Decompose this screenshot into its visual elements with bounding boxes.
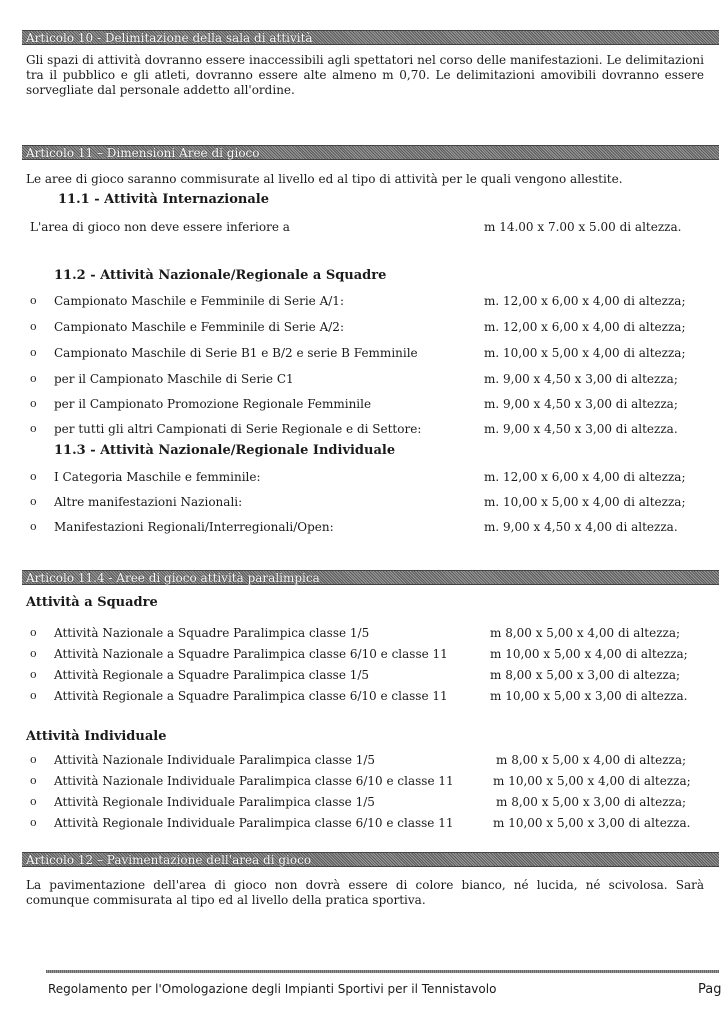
list-item: [0, 396, 719, 412]
bullet-icon: o: [30, 346, 37, 359]
row-label: L'area di gioco non deve essere inferiore a: [30, 220, 290, 234]
row-label: Campionato Maschile e Femminile di Serie A/2:: [54, 320, 344, 334]
list-item: [0, 494, 719, 510]
row-dimensions: m. 12,00 x 6,00 x 4,00 di altezza;: [484, 320, 686, 334]
bullet-icon: o: [30, 689, 37, 702]
bullet-icon: o: [30, 795, 37, 808]
bullet-icon: o: [30, 647, 37, 660]
section-heading-art10: Articolo 10 - Delimitazione della sala di attività: [22, 30, 719, 45]
row-label: Attività Nazionale Individuale Paralimpica classe 1/5: [54, 753, 376, 767]
row-label: Attività Regionale Individuale Paralimpica classe 1/5: [54, 795, 375, 809]
bullet-icon: o: [30, 626, 37, 639]
footer-divider: [46, 970, 719, 973]
row-label: Campionato Maschile e Femminile di Serie A/1:: [54, 294, 344, 308]
row-dimensions: m 10,00 x 5,00 x 3,00 di altezza.: [493, 816, 691, 830]
row-label: Attività Nazionale Individuale Paralimpica classe 6/10 e classe 11: [54, 774, 454, 788]
bullet-icon: o: [30, 294, 37, 307]
row-dimensions: m 10,00 x 5,00 x 3,00 di altezza.: [490, 689, 688, 703]
paragraph-art10: Gli spazi di attività dovranno essere inaccessibili agli spettatori nel corso delle manifestazioni. Le delimitazioni tra il pubblico e gli atleti, dovranno essere alte almeno m 0,70. Le delimitazioni amovibili dovranno essere sorvegliate dal personale addetto all'ordine.: [26, 53, 704, 97]
bullet-icon: o: [30, 470, 37, 483]
row-label: Attività Regionale Individuale Paralimpica classe 6/10 e classe 11: [54, 816, 454, 830]
list-item: [0, 752, 719, 768]
subheading-11-3: 11.3 - Attività Nazionale/Regionale Individuale: [54, 443, 396, 458]
row-dimensions: m. 12,00 x 6,00 x 4,00 di altezza;: [484, 470, 686, 484]
row-dimensions: m 10,00 x 5,00 x 4,00 di altezza;: [493, 774, 691, 788]
subheading-11-1: 11.1 - Attività Internazionale: [58, 192, 269, 207]
bullet-icon: o: [30, 753, 37, 766]
list-item: [0, 421, 719, 437]
row-dimensions: m 8,00 x 5,00 x 4,00 di altezza;: [496, 753, 687, 767]
row-dimensions: m. 12,00 x 6,00 x 4,00 di altezza;: [484, 294, 686, 308]
row-dimensions: m 8,00 x 5,00 x 3,00 di altezza;: [496, 795, 687, 809]
row-label: I Categoria Maschile e femminile:: [54, 470, 261, 484]
list-item: [0, 688, 719, 704]
list-item: [0, 646, 719, 662]
row-dimensions: m 10,00 x 5,00 x 4,00 di altezza;: [490, 647, 688, 661]
section-heading-art11-4: Articolo 11.4 - Aree di gioco attività paralimpica: [22, 570, 719, 585]
row-dimensions: m 8,00 x 5,00 x 3,00 di altezza;: [490, 668, 681, 682]
list-item: [0, 345, 719, 361]
bullet-icon: o: [30, 397, 37, 410]
list-item: [0, 794, 719, 810]
row-dimensions: m. 9,00 x 4,50 x 3,00 di altezza.: [484, 422, 678, 436]
subheading-individuale: Attività Individuale: [26, 729, 167, 744]
bullet-icon: o: [30, 372, 37, 385]
paragraph-art12: La pavimentazione dell'area di gioco non dovrà essere di colore bianco, né lucida, né scivolosa. Sarà comunque commisurata al tipo ed al livello della pratica sportiva.: [26, 878, 704, 907]
footer-page-label: Pag: [698, 982, 721, 997]
list-item: [0, 371, 719, 387]
list-item: [0, 519, 719, 535]
row-label: per tutti gli altri Campionati di Serie Regionale e di Settore:: [54, 422, 422, 436]
list-item: [0, 293, 719, 309]
row-label: Attività Regionale a Squadre Paralimpica classe 6/10 e classe 11: [54, 689, 448, 703]
bullet-icon: o: [30, 816, 37, 829]
section-heading-art11: Articolo 11 – Dimensioni Aree di gioco: [22, 145, 719, 160]
row-label: Campionato Maschile di Serie B1 e B/2 e serie B Femminile: [54, 346, 418, 360]
paragraph-art11-intro: Le aree di gioco saranno commisurate al livello ed al tipo di attività per le quali vengono allestite.: [26, 172, 623, 186]
bullet-icon: o: [30, 495, 37, 508]
row-dimensions: m. 10,00 x 5,00 x 4,00 di altezza;: [484, 495, 686, 509]
list-item: [0, 319, 719, 335]
subheading-squadre: Attività a Squadre: [26, 595, 158, 610]
row-dimensions: m. 10,00 x 5,00 x 4,00 di altezza;: [484, 346, 686, 360]
row-label: Manifestazioni Regionali/Interregionali/Open:: [54, 520, 334, 534]
list-item: [0, 469, 719, 485]
list-item: [0, 773, 719, 789]
bullet-icon: o: [30, 774, 37, 787]
bullet-icon: o: [30, 320, 37, 333]
footer-title: Regolamento per l'Omologazione degli Impianti Sportivi per il Tennistavolo: [48, 982, 497, 996]
bullet-icon: o: [30, 520, 37, 533]
bullet-icon: o: [30, 422, 37, 435]
row-label: Attività Regionale a Squadre Paralimpica classe 1/5: [54, 668, 370, 682]
row-dimensions: m. 9,00 x 4,50 x 3,00 di altezza;: [484, 397, 678, 411]
row-label: Attività Nazionale a Squadre Paralimpica classe 6/10 e classe 11: [54, 647, 448, 661]
list-item: [0, 625, 719, 641]
section-heading-art12: Articolo 12 – Pavimentazione dell'area di gioco: [22, 852, 719, 867]
row-dimensions: m 14.00 x 7.00 x 5.00 di altezza.: [484, 220, 682, 234]
bullet-icon: o: [30, 668, 37, 681]
row-dimensions: m. 9,00 x 4,50 x 3,00 di altezza;: [484, 372, 678, 386]
row-label: per il Campionato Promozione Regionale Femminile: [54, 397, 372, 411]
list-item: [0, 667, 719, 683]
list-item: [0, 815, 719, 831]
row-dimensions: m. 9,00 x 4,50 x 4,00 di altezza.: [484, 520, 678, 534]
row-label: per il Campionato Maschile di Serie C1: [54, 372, 294, 386]
row-label: Attività Nazionale a Squadre Paralimpica classe 1/5: [54, 626, 370, 640]
row-dimensions: m 8,00 x 5,00 x 4,00 di altezza;: [490, 626, 681, 640]
row-label: Altre manifestazioni Nazionali:: [54, 495, 243, 509]
subheading-11-2: 11.2 - Attività Nazionale/Regionale a Squadre: [54, 268, 387, 283]
